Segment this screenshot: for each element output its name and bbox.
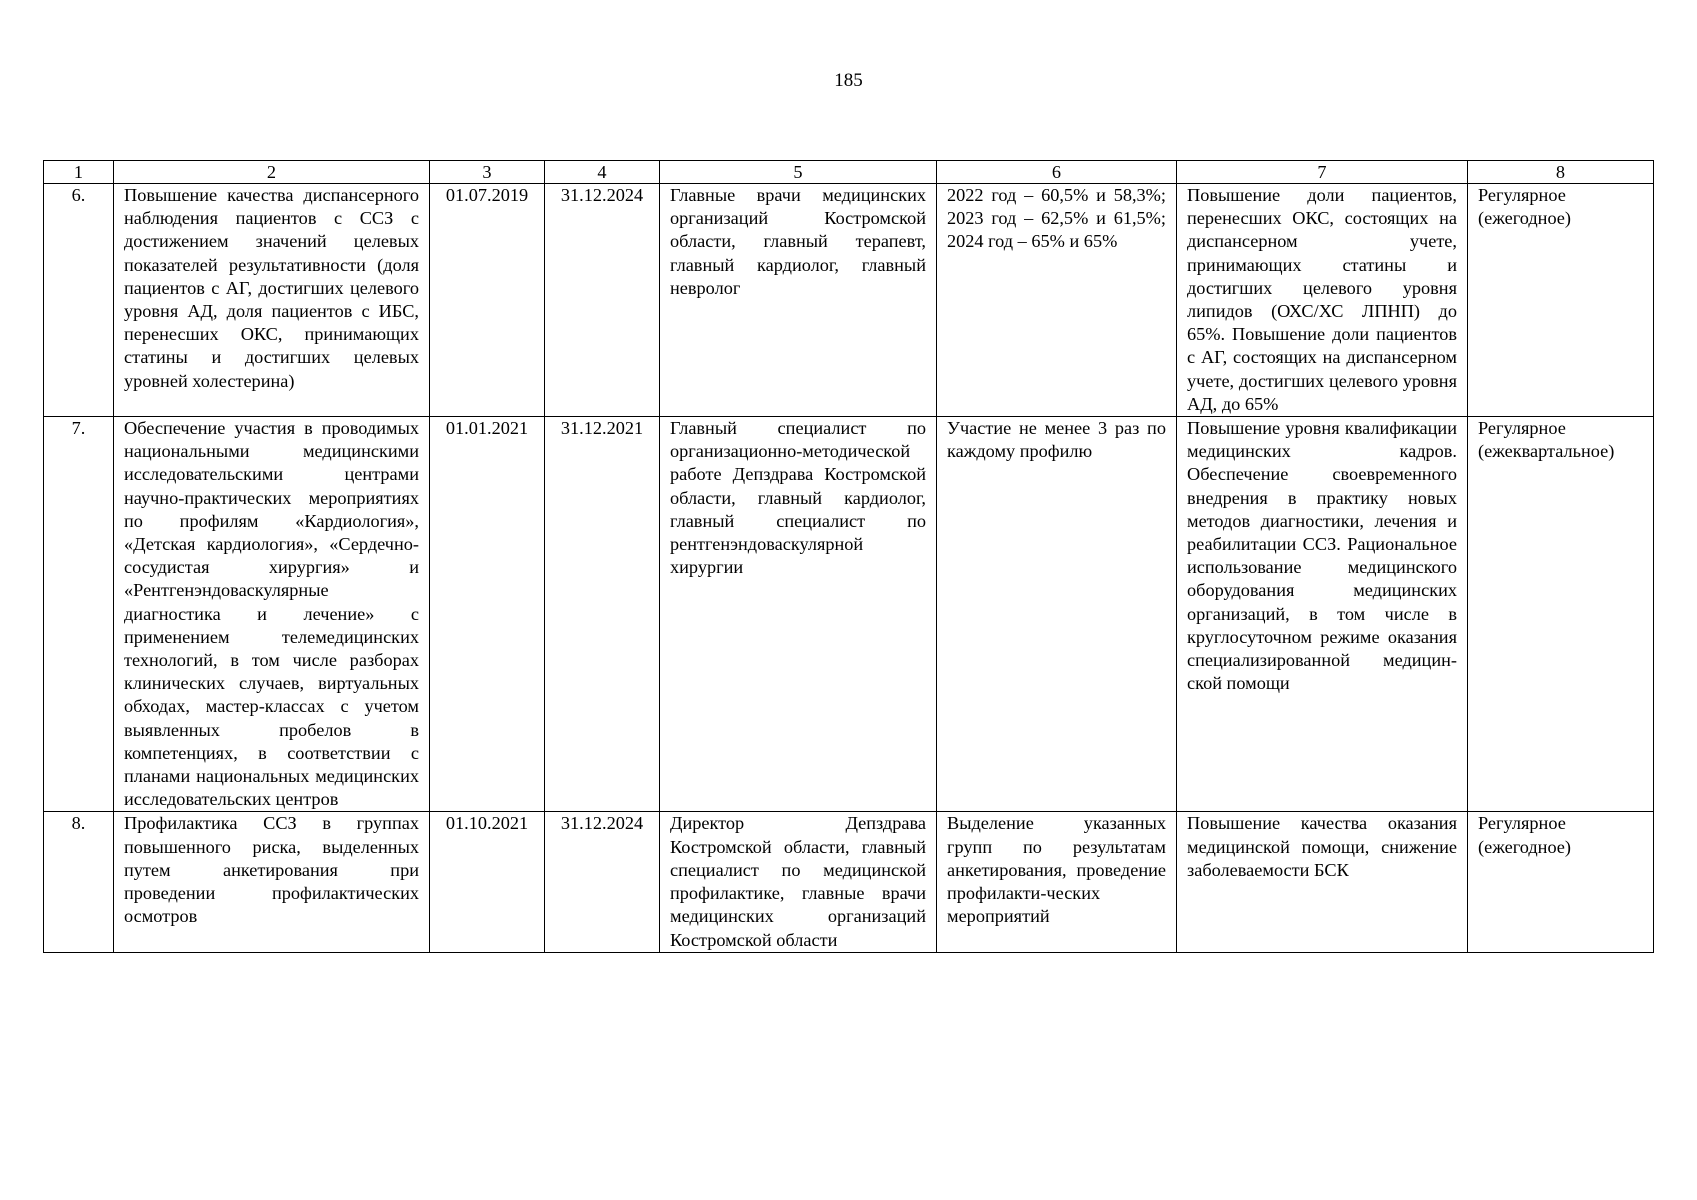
event-description: Повышение качества диспансерного наблюдения пациентов с ССЗ с достижением значений целевых показателей результативности (доля пациентов с АГ, достигших целевого уровня АД, доля пациентов с ИБС, перенесших ОКС, принимающих статины и достигших целевых уровней холестерина) xyxy=(114,184,430,417)
frequency: Регулярное (ежеквартальное) xyxy=(1468,417,1654,812)
header-col-2: 2 xyxy=(114,161,430,184)
end-date: 31.12.2024 xyxy=(545,812,660,952)
expected-result: Повышение уровня квалификации медицинских кадров. Обеспечение своевременного внедрения в практику новых методов диагностики, лечения и реабилитации ССЗ. Рациональное использование медицинского оборудования медицинских организаций, в том числе в круглосуточном режиме оказания специализированной медицин-ской помощи xyxy=(1177,417,1468,812)
start-date: 01.07.2019 xyxy=(430,184,545,417)
header-col-6: 6 xyxy=(937,161,1177,184)
indicator xyxy=(937,417,1177,812)
end-date: 31.12.2024 xyxy=(545,184,660,417)
header-col-4: 4 xyxy=(545,161,660,184)
end-date: 31.12.2021 xyxy=(545,417,660,812)
table-row xyxy=(44,812,1654,952)
row-number: 8. xyxy=(44,812,114,952)
expected-result: Повышение доли пациентов, перенесших ОКС, состоящих на диспансерном учете, принимающих статины и достигших целевого уровня липидов (ОХС/ХС ЛПНП) до 65%. Повышение доли пациентов с АГ, состоящих на диспансерном учете, достигших целевого уровня АД, до 65% xyxy=(1177,184,1468,417)
indicator xyxy=(937,184,1177,417)
header-col-3: 3 xyxy=(430,161,545,184)
indicator-line: 2024 год – 65% и 65% xyxy=(947,231,1118,252)
header-col-5: 5 xyxy=(660,161,937,184)
responsible-persons: Главный специалист по организационно-методической работе Депздрава Костромской области, главный кардиолог, главный специалист по рентгенэндоваскулярной хирургии xyxy=(660,417,937,812)
page-number: 185 xyxy=(834,70,863,91)
responsible-persons: Директор Депздрава Костромской области, главный специалист по медицинской профилактике, главные врачи медицинских организаций Костромской области xyxy=(660,812,937,952)
header-col-7: 7 xyxy=(1177,161,1468,184)
start-date: 01.01.2021 xyxy=(430,417,545,812)
responsible-persons: Главные врачи медицинских организаций Костромской области, главный терапевт, главный кардиолог, главный невролог xyxy=(660,184,937,417)
frequency: Регулярное (ежегодное) xyxy=(1468,812,1654,952)
indicator-line: 2023 год – 62,5% и 61,5%; xyxy=(947,208,1166,229)
header-row xyxy=(44,161,1654,184)
event-description: Обеспечение участия в проводимых национальными медицинскими исследовательскими центрами научно-практических мероприятиях по профилям «Кардиология», «Детская кардиология», «Сердечно-сосудистая хирургия» и «Рентгенэндоваскулярные диагностика и лечение» с применением телемедицинских технологий, в том числе разборах клинических случаев, виртуальных обходах, мастер-классах с учетом выявленных пробелов в компетенциях, в соответствии с планами национальных медицинских исследовательских центров xyxy=(114,417,430,812)
row-number: 7. xyxy=(44,417,114,812)
header-col-1: 1 xyxy=(44,161,114,184)
indicator xyxy=(937,812,1177,952)
start-date: 01.10.2021 xyxy=(430,812,545,952)
frequency: Регулярное (ежегодное) xyxy=(1468,184,1654,417)
indicator-line: Выделение указанных групп по результатам анкетирования, проведение профилакти-ческих мероприятий xyxy=(947,813,1166,927)
indicator-line: 2022 год – 60,5% и 58,3%; xyxy=(947,185,1166,205)
row-number: 6. xyxy=(44,184,114,417)
header-col-8: 8 xyxy=(1468,161,1654,184)
table-row xyxy=(44,417,1654,812)
expected-result: Повышение качества оказания медицинской помощи, снижение заболеваемости БСК xyxy=(1177,812,1468,952)
activity-plan-table xyxy=(43,160,1654,953)
indicator-line: Участие не менее 3 раз по каждому профилю xyxy=(947,418,1166,462)
table-row xyxy=(44,184,1654,417)
event-description: Профилактика ССЗ в группах повышенного риска, выделенных путем анкетирования при проведении профилактических осмотров xyxy=(114,812,430,952)
